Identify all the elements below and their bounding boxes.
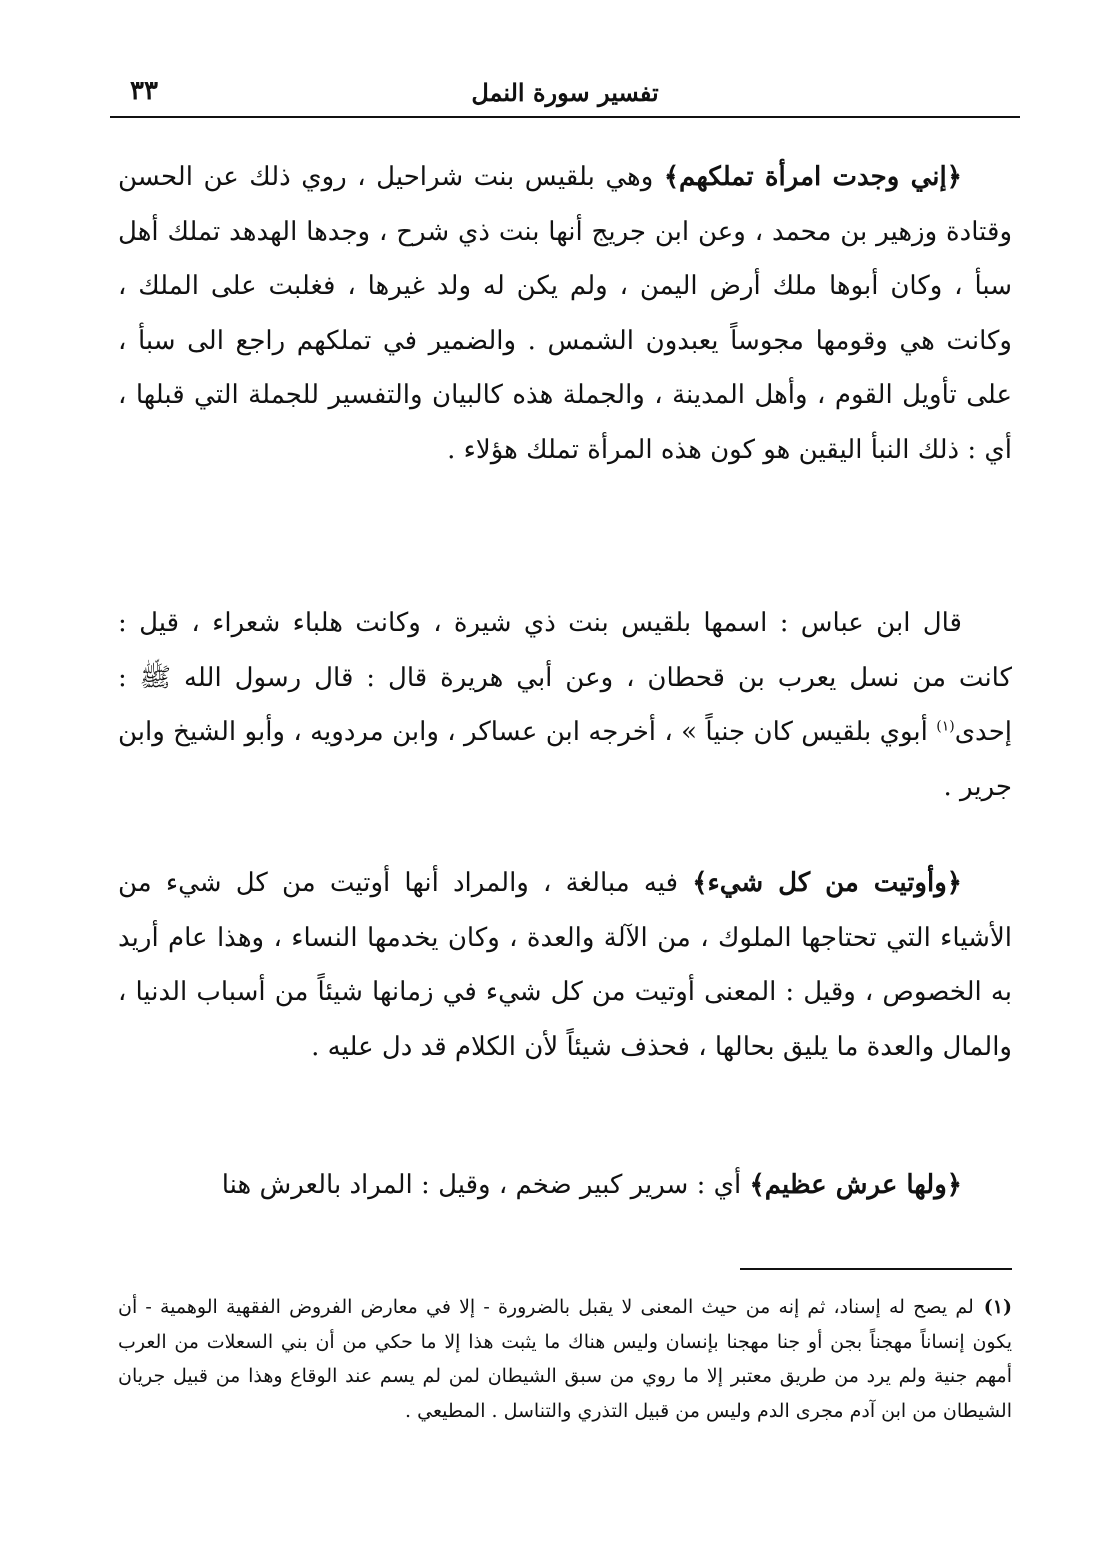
paragraph-body: وهي بلقيس بنت شراحيل ، روي ذلك عن الحسن وقتادة وزهير بن محمد ، وعن ابن جريج أنها بنت ذي شرح ، وجدها الهدهد تملك أهل سبأ ، وكان أبوها ملك أرض اليمن ، ولم يكن له ولد غيرها ، فغلبت على الملك ، وكانت هي وقومها مجوساً يعبدون الشمس . والضمير في تملكهم راجع الى سبأ ، على تأويل القوم ، وأهل المدينة ، والجملة هذه كالبيان والتفسير للجملة التي قبلها ، أي : ذلك النبأ اليقين هو كون هذه المرأة تملك هؤلاء . bbox=[118, 162, 1012, 465]
quran-quote: ﴿إني وجدت امرأة تملكهم﴾ bbox=[663, 162, 962, 192]
page-number: ٣٣ bbox=[130, 76, 158, 106]
quran-quote: ﴿وأوتيت من كل شيء﴾ bbox=[692, 868, 962, 898]
footnote-body: لم يصح له إسناد، ثم إنه من حيث المعنى لا يقبل بالضرورة - إلا في معارض الفروض الفقهية الوهمية - أن يكون إنساناً مهجناً بجن أو جنا مهجنا بإنسان وليس هناك ما يثبت هذا إلا ما حكي من أن بني السعلات من العرب أمهم جنية ولم يرد من طريق معتبر إلا ما روي من سبق الشيطان لمن لم يسم عند الوقاع وهذا من قبيل جريان الشيطان من ابن آدم مجرى الدم وليس من قبيل التذري والتناسل . المطيعي . bbox=[118, 1296, 1012, 1422]
paragraph-body: قال ابن عباس : اسمها بلقيس بنت ذي شيرة ، وكانت هلباء شعراء ، قيل : كانت من نسل يعرب بن قحطان ، وعن أبي هريرة قال : قال رسول الله ﷺ : إحدى bbox=[118, 608, 1012, 747]
paragraph-text bbox=[118, 150, 1012, 477]
running-title: تفسير سورة النمل bbox=[471, 78, 659, 107]
footnote bbox=[118, 1290, 1012, 1428]
paragraph-body-continued: أبوي بلقيس كان جنياً » ، أخرجه ابن عساكر ، وابن مردويه ، وأبو الشيخ وابن جرير . bbox=[118, 717, 1012, 802]
quran-quote: ﴿ولها عرش عظيم﴾ bbox=[749, 1170, 962, 1200]
paragraph-text bbox=[118, 596, 1012, 814]
paragraph-body: أي : سرير كبير ضخم ، وقيل : المراد بالعرش هنا bbox=[221, 1170, 750, 1200]
footnote-divider bbox=[740, 1268, 1012, 1270]
paragraph-1 bbox=[118, 150, 1012, 477]
footnote-text bbox=[118, 1290, 1012, 1428]
footnote-number: (١) bbox=[983, 1296, 1012, 1318]
paragraph-2 bbox=[118, 596, 1012, 814]
paragraph-text bbox=[118, 1158, 1012, 1213]
paragraph-3 bbox=[118, 856, 1012, 1074]
running-header bbox=[110, 70, 1020, 118]
footnote-reference: (١) bbox=[936, 718, 955, 735]
paragraph-text bbox=[118, 856, 1012, 1074]
paragraph-4 bbox=[118, 1158, 1012, 1213]
paragraph-body: فيه مبالغة ، والمراد أنها أوتيت من كل شيء من الأشياء التي تحتاجها الملوك ، من الآلة والعدة ، وكان يخدمها النساء ، وهذا عام أريد به الخصوص ، وقيل : المعنى أوتيت من كل شيء في زمانها شيئاً من أسباب الدنيا ، والمال والعدة ما يليق بحالها ، فحذف شيئاً لأن الكلام قد دل عليه . bbox=[118, 868, 1012, 1062]
